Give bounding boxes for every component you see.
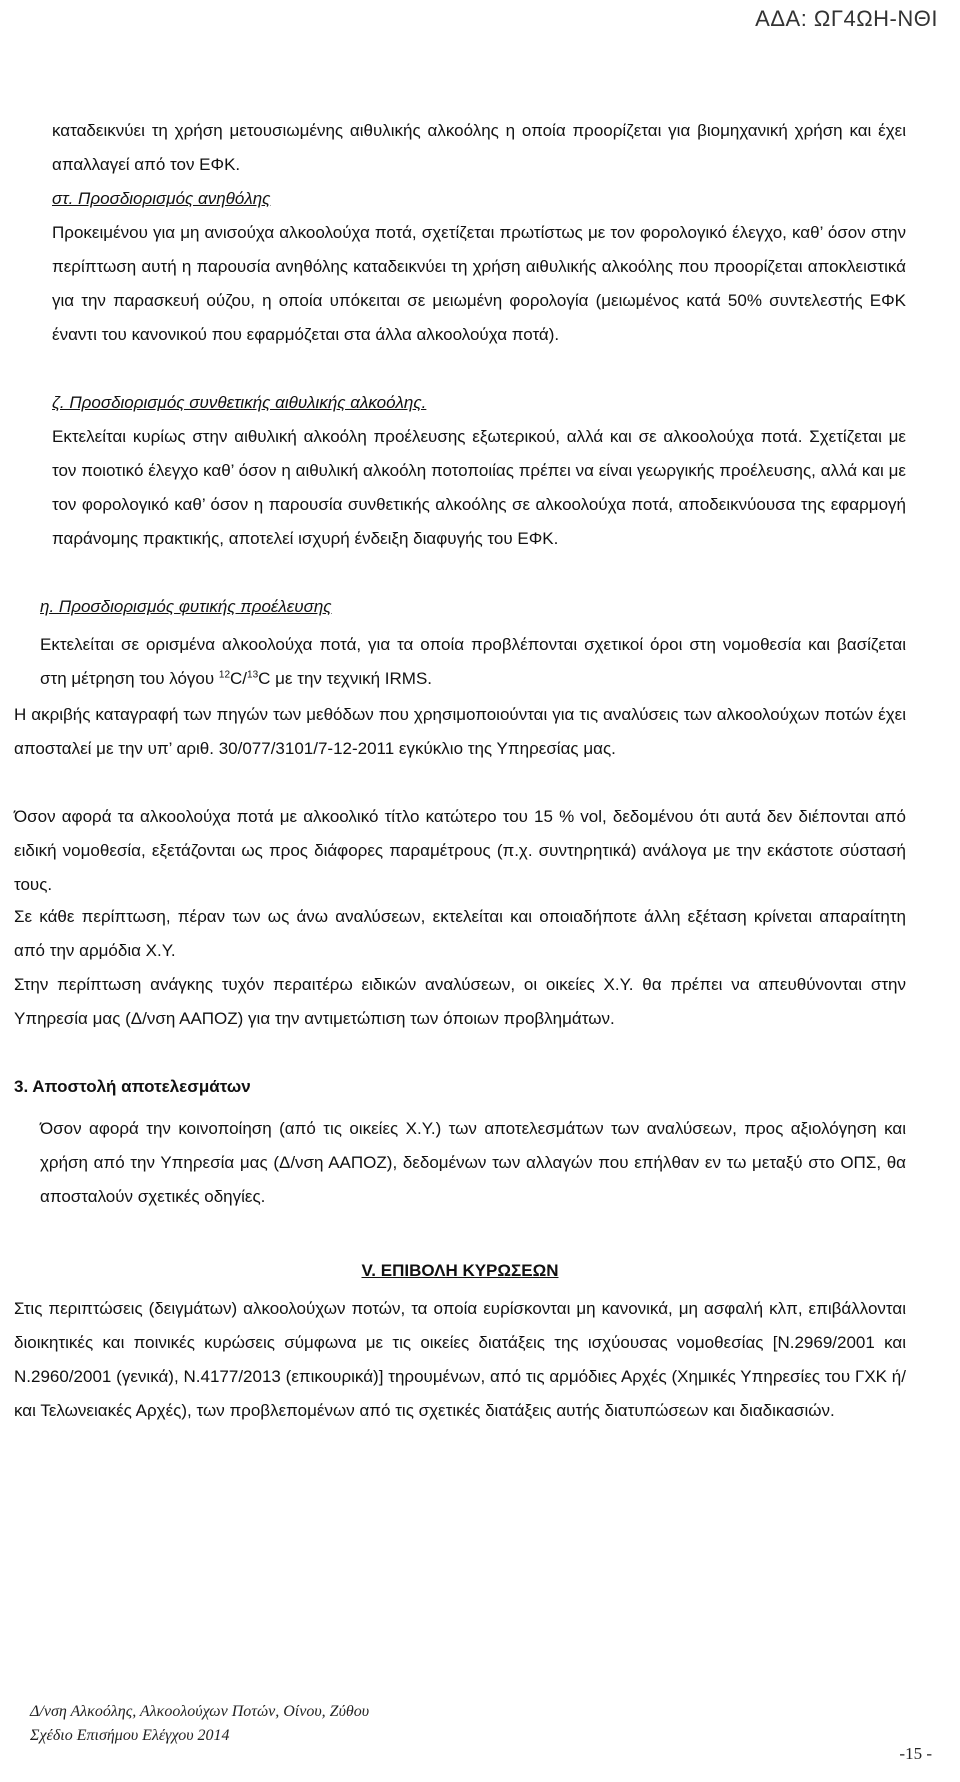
section-h-body-post: C με την τεχνική IRMS.	[258, 669, 433, 688]
section-h-body	[40, 628, 906, 696]
section-h-body-pre: Εκτελείται σε ορισμένα αλκοολούχα ποτά, για τα οποία προβλέπονται σχετικοί όροι στη νομοθεσία και βασίζεται στη μέτρηση του λόγου	[40, 635, 906, 688]
section-z-body: Εκτελείται κυρίως στην αιθυλική αλκοόλη προέλευσης εξωτερικού, αλλά και σε αλκοολούχα ποτά. Σχετίζεται με τον ποιοτικό έλεγχο καθ’ όσον η αιθυλική αλκοόλη ποτοποιίας πρέπει να είναι γεωργικής προέλευσης, αλλά και με τον φορολογικό καθ’ όσον η παρουσία συνθετικής αλκοόλης σε αλκοολούχα ποτά, αποδεικνύουσα της εφαρμογή παράνομης πρακτικής, αποτελεί ισχυρή ένδειξη διαφυγής του ΕΦΚ.	[52, 427, 906, 548]
section-h-body-mid: C/	[230, 669, 248, 688]
carbon-12-sup: 12	[218, 669, 231, 681]
carbon-13-sup: 13	[247, 669, 259, 681]
section-st-heading: στ. Προσδιορισμός ανηθόλης	[52, 189, 271, 208]
section-z-heading: ζ. Προσδιορισμός συνθετικής αιθυλικής αλκοόλης.	[52, 393, 427, 412]
footer-plan-title: Σχέδιο Επισήμου Ελέγχου 2014	[30, 1727, 230, 1744]
record-paragraph: Η ακριβής καταγραφή των πηγών των μεθόδων που χρησιμοποιούνται για τις αναλύσεις των αλκοολούχων ποτών έχει αποσταλεί με την υπ’ αριθ. 30/077/3101/7-12-2011 εγκύκλιο της Υπηρεσίας μας.	[14, 705, 906, 758]
intro-paragraph: καταδεικνύει τη χρήση μετουσιωμένης αιθυλικής αλκοόλης η οποία προορίζεται για βιομηχανική χρήση και έχει απαλλαγεί από τον ΕΦΚ.	[52, 121, 906, 174]
any-case-paragraph: Σε κάθε περίπτωση, πέραν των ως άνω αναλύσεων, εκτελείται και οποιαδήποτε άλλη εξέταση κρίνεται απαραίτητη από την αρμόδια Χ.Υ.	[14, 907, 906, 960]
section5-heading: V. ΕΠΙΒΟΛΗ ΚΥΡΩΣΕΩΝ	[361, 1261, 559, 1280]
page-number: -15 -	[899, 1744, 932, 1763]
section3-body: Όσον αφορά την κοινοποίηση (από τις οικείες Χ.Υ.) των αποτελεσμάτων των αναλύσεων, προς αξιολόγηση και χρήση από την Υπηρεσία μας (Δ/νση ΑΑΠΟΖ), δεδομένων των αλλαγών που επήλθαν εν τω μεταξύ στο ΟΠΣ, θα αποσταλούν σχετικές οδηγίες.	[40, 1119, 906, 1206]
footer-department: Δ/νση Αλκοόλης, Αλκοολούχων Ποτών, Οίνου, Ζύθου	[30, 1703, 370, 1720]
ada-code: ΑΔΑ: ΩΓ4ΩΗ-ΝΘΙ	[755, 6, 938, 31]
special-paragraph: Στην περίπτωση ανάγκης τυχόν περαιτέρω ειδικών αναλύσεων, οι οικείες Χ.Υ. θα πρέπει να απευθύνονται στην Υπηρεσία μας (Δ/νση ΑΑΠΟΖ) για την αντιμετώπιση των όποιων προβλημάτων.	[14, 975, 906, 1028]
section3-heading: 3. Αποστολή αποτελεσμάτων	[14, 1077, 251, 1096]
low-abv-paragraph: Όσον αφορά τα αλκοολούχα ποτά με αλκοολικό τίτλο κατώτερο του 15 % vol, δεδομένου ότι αυτά δεν διέπονται από ειδική νομοθεσία, εξετάζονται ως προς διάφορες παραμέτρους (π.χ. συντηρητικά) ανάλογα με την εκάστοτε σύστασή τους.	[14, 807, 906, 894]
section5-body: Στις περιπτώσεις (δειγμάτων) αλκοολούχων ποτών, τα οποία ευρίσκονται μη κανονικά, μη ασφαλή κλπ, επιβάλλονται διοικητικές και ποινικές κυρώσεις σύμφωνα με τις οικείες διατάξεις της ισχύουσας νομοθεσίας [Ν.2969/2001 και Ν.2960/2001 (γενικά), Ν.4177/2013 (επικουρικά)] τηρουμένων, από τις αρμόδιες Αρχές (Χημικές Υπηρεσίες του ΓΧΚ ή/και Τελωνειακές Αρχές), των προβλεπομένων από τις σχετικές διατάξεις αυτής διατυπώσεων και διαδικασιών.	[14, 1299, 906, 1420]
section-st-body: Προκειμένου για μη ανισούχα αλκοολούχα ποτά, σχετίζεται πρωτίστως με τον φορολογικό έλεγχο, καθ’ όσον στην περίπτωση αυτή η παρουσία ανηθόλης καταδεικνύει τη χρήση αιθυλικής αλκοόλης που προορίζεται αποκλειστικά για την παρασκευή ούζου, η οποία υπόκειται σε μειωμένη φορολογία (μειωμένος κατά 50% συντελεστής ΕΦΚ έναντι του κανονικού που εφαρμόζεται στα άλλα αλκοολούχα ποτά).	[52, 223, 906, 344]
section-h-heading: η. Προσδιορισμός φυτικής προέλευσης	[40, 597, 332, 616]
